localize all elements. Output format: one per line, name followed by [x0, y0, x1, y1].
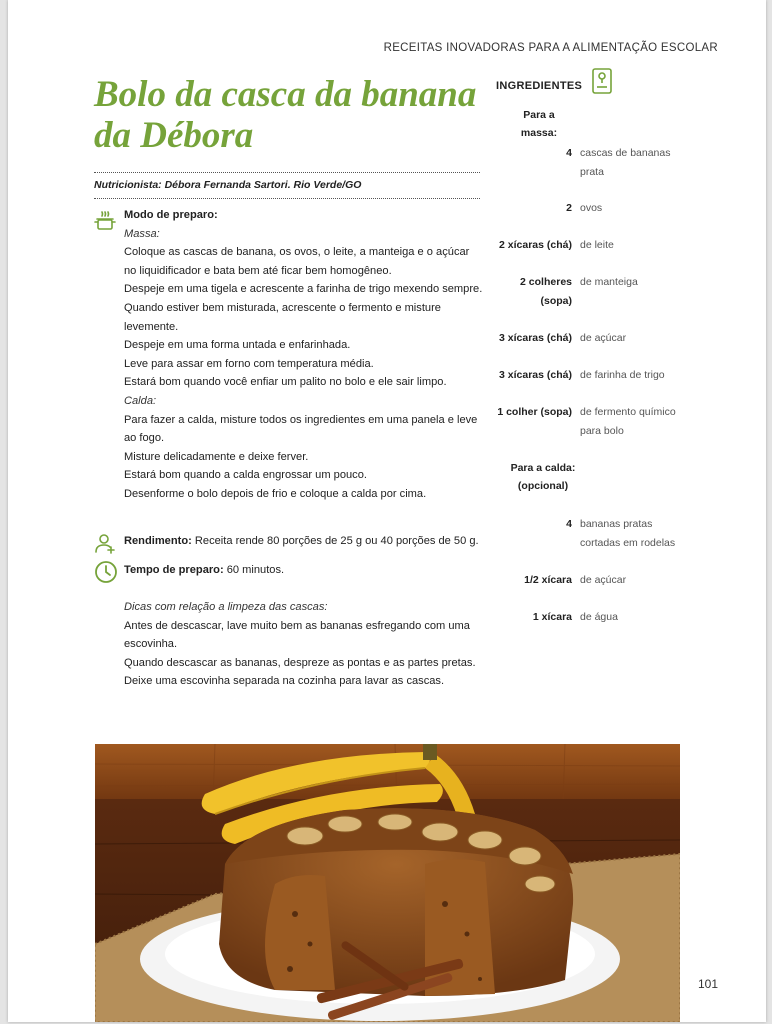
tempo-value: 60 minutos.	[226, 564, 285, 576]
massa-step: Despeje em uma forma untada e enfarinhada.	[124, 339, 351, 352]
ingredient-desc: ovos	[580, 202, 603, 214]
preparo-section	[124, 206, 484, 504]
ingredient-desc: bananas pratas cortadas em rodelas	[580, 518, 676, 549]
ingredient-desc: de leite	[580, 239, 614, 251]
ingredient-desc: de manteiga	[580, 276, 638, 288]
calda-step: Para fazer a calda, misture todos os ingredientes em uma panela e leve ao fogo.	[124, 413, 478, 445]
ingredient-qty: 3 xícaras (chá)	[499, 332, 572, 344]
rendimento-value: Receita rende 80 porções de 25 g ou 40 porções de 50 g.	[194, 535, 479, 547]
calda-step: Desenforme o bolo depois de frio e coloque a calda por cima.	[124, 487, 427, 500]
ingredient-desc: de açúcar	[580, 332, 627, 344]
ingredient-desc: de açúcar	[580, 574, 627, 586]
tempo-row	[124, 564, 284, 576]
ingredients-title: INGREDIENTES	[496, 80, 583, 92]
tempo-label: Tempo de preparo:	[124, 564, 224, 576]
ingredient-qty: 1 xícara	[532, 611, 572, 623]
cake-photo	[95, 744, 680, 1022]
dicas-title: Dicas com relação a limpeza das cascas:	[124, 601, 328, 613]
dotted-divider-bottom	[94, 198, 480, 199]
ingredient-qty: 4	[566, 147, 572, 159]
user-plus-icon	[94, 532, 116, 554]
massa-label: Massa:	[124, 227, 160, 240]
preparo-heading: Modo de preparo:	[124, 209, 218, 221]
recipe-title: Bolo da casca da banana da Débora	[94, 74, 477, 156]
massa-step: Leve para assar em forno com temperatura média.	[124, 357, 374, 370]
massa-step: Coloque as cascas de banana, os ovos, o leite, a manteiga e o açúcar no liquidificador e bata bem até ficar bem homogêneo.	[124, 246, 470, 277]
ingredient-qty: 2 colheres (sopa)	[520, 276, 572, 307]
ingredient-qty: 2 xícaras (chá)	[499, 239, 572, 251]
book-page	[8, 0, 766, 1022]
recipe-author: Nutricionista: Débora Fernanda Sartori. Rio Verde/GO	[94, 179, 362, 191]
ingredient-qty: 1 colher (sopa)	[497, 406, 572, 418]
ingredient-desc: cascas de bananas prata	[580, 147, 671, 178]
ingredient-desc: de água	[580, 611, 618, 623]
ingredients-massa-label: Para a massa:	[520, 109, 558, 139]
massa-step: Quando estiver bem misturada, acrescente o fermento e misture levemente.	[124, 301, 441, 333]
running-header: RECEITAS INOVADORAS PARA A ALIMENTAÇÃO ESCOLAR	[383, 42, 718, 54]
rendimento-row	[124, 535, 479, 547]
ingredients-calda-label: Para a calda: (opcional)	[510, 462, 576, 492]
dica-item: Antes de descascar, lave muito bem as bananas esfregando com uma escovinha.	[124, 619, 470, 651]
ingredient-qty: 3 xícaras (chá)	[499, 369, 572, 381]
massa-step: Despeje em uma tigela e acrescente a farinha de trigo mexendo sempre.	[124, 283, 483, 296]
dica-item: Quando descascar as bananas, despreze as pontas e as partes pretas.	[124, 656, 476, 669]
ingredient-desc: de fermento químico para bolo	[580, 406, 676, 437]
calda-step: Estará bom quando a calda engrossar um pouco.	[124, 469, 367, 482]
dica-item: Deixe uma escovinha separada na cozinha para lavar as cascas.	[124, 675, 445, 688]
dicas-section	[124, 598, 484, 691]
ingredient-qty: 1/2 xícara	[524, 574, 572, 586]
calda-step: Misture delicadamente e deixe ferver.	[124, 450, 309, 463]
page-number: 101	[698, 977, 719, 991]
dotted-divider-top	[94, 172, 480, 173]
ingredient-qty: 2	[566, 202, 572, 214]
rendimento-label: Rendimento:	[124, 535, 192, 547]
clock-icon	[94, 560, 118, 584]
ingredient-qty: 4	[566, 518, 572, 530]
cooking-pot-icon	[94, 210, 116, 232]
massa-step: Estará bom quando você enfiar um palito no bolo e ele sair limpo.	[124, 376, 447, 389]
recipe-card-icon	[592, 68, 612, 94]
ingredient-desc: de farinha de trigo	[580, 369, 665, 381]
calda-label: Calda:	[124, 394, 157, 407]
